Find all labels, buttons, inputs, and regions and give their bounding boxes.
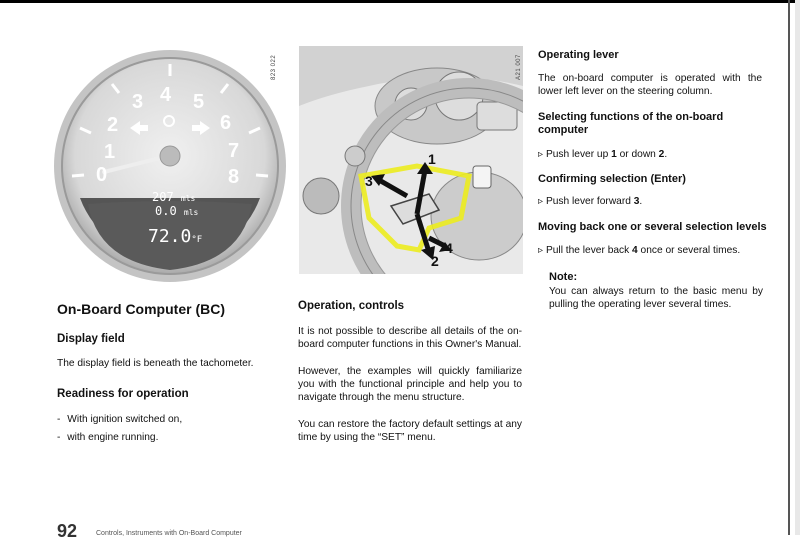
back-bullet-pre: Pull the lever back (545, 245, 633, 256)
select-bullet-b2: 2 (658, 149, 665, 160)
back-bullet (538, 244, 740, 257)
top-rule (0, 0, 800, 3)
readiness-item: - With ignition switched on, (57, 414, 183, 425)
readout-1-value: 207 (152, 190, 174, 204)
confirm-bullet-post: . (639, 196, 643, 207)
right-edge-line (788, 0, 790, 535)
display-field-heading: Display field (57, 333, 125, 345)
steering-wheel-illustration (299, 46, 523, 274)
readout-temp-value: 72.0 (148, 226, 192, 247)
select-functions-heading: Selecting functions of the on-board computer (538, 111, 724, 136)
callout-1: 1 (428, 151, 436, 167)
bullet-arrow-icon: ▹ (538, 245, 544, 256)
tacho-number-7: 7 (228, 140, 240, 162)
confirm-bullet-pre: Push lever forward (545, 196, 634, 207)
back-bullet-b: 4 (632, 245, 638, 256)
running-footer: Controls, Instruments with On-Board Computer (96, 530, 242, 537)
select-bullet-post: . (664, 149, 668, 160)
back-heading: Moving back one or several selection levels (538, 221, 767, 233)
operating-lever-heading: Operating lever (538, 49, 619, 61)
bullet-arrow-icon: ▹ (538, 196, 544, 207)
page-number: 92 (57, 521, 78, 541)
tacho-number-5: 5 (193, 91, 205, 113)
odometer-readout (152, 190, 195, 204)
tacho-number-1: 1 (104, 141, 116, 163)
operation-para-1: It is not possible to describe all details of the on-board computer functions in this Owner's Manual. (298, 326, 522, 351)
tacho-number-2: 2 (107, 114, 119, 136)
figure-code-steer: A21 007 (516, 54, 522, 80)
figure-code-tacho: 823 022 (271, 54, 277, 80)
tacho-number-8: 8 (228, 166, 240, 188)
operation-para-2: However, the examples will quickly familiarize you with the functional principle and help you to navigate through the menu structure. (298, 366, 522, 404)
readiness-item-text: with engine running. (67, 432, 159, 443)
tachometer-illustration (52, 48, 288, 284)
operation-para-3: You can restore the factory default settings at any time by using the “SET” menu. (298, 419, 522, 444)
temperature-readout (148, 226, 202, 247)
display-field-text: The display field is beneath the tachometer. (57, 358, 254, 369)
tacho-number-6: 6 (220, 112, 232, 134)
select-bullet (538, 148, 667, 161)
callout-2: 2 (431, 253, 439, 269)
readout-2-unit: mls (183, 208, 199, 217)
callout-3: 3 (365, 173, 373, 189)
confirm-heading: Confirming selection (Enter) (538, 173, 686, 185)
readout-1-unit: mls (180, 194, 196, 203)
readout-2-value: 0.0 (155, 204, 177, 218)
select-bullet-mid: or down (616, 149, 659, 160)
note-text: You can always return to the basic menu by pulling the operating lever several times. (549, 286, 763, 311)
back-bullet-post: once or several times. (637, 245, 741, 256)
operating-lever-text: The on-board computer is operated with the lower left lever on the steering column. (538, 73, 762, 98)
tacho-number-3: 3 (132, 91, 144, 113)
scrollbar-track[interactable] (795, 0, 800, 535)
bullet-arrow-icon: ▹ (538, 149, 544, 160)
select-bullet-b1: 1 (611, 149, 617, 160)
tacho-number-0: 0 (96, 164, 108, 186)
select-bullet-pre: Push lever up (545, 149, 612, 160)
note-heading: Note: (549, 271, 578, 283)
trip-readout (155, 204, 198, 218)
readiness-heading: Readiness for operation (57, 388, 189, 400)
operation-controls-heading: Operation, controls (298, 300, 405, 312)
readiness-item: - with engine running. (57, 432, 159, 443)
confirm-bullet (538, 195, 642, 208)
confirm-bullet-b: 3 (633, 196, 640, 207)
section-title: On-Board Computer (BC) (57, 301, 225, 317)
callout-4: 4 (445, 240, 453, 256)
readiness-item-text: With ignition switched on, (67, 414, 183, 425)
readout-temp-unit: °F (191, 235, 203, 245)
tacho-number-4: 4 (160, 84, 172, 106)
